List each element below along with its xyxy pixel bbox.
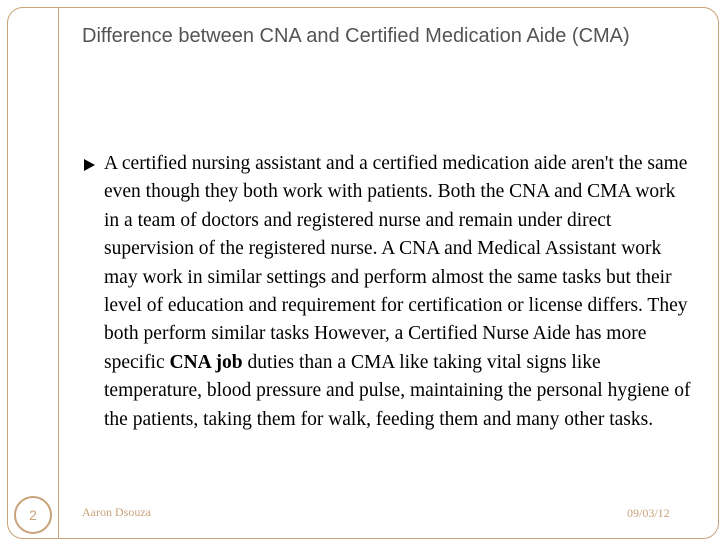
body-bold-text: CNA job	[169, 351, 243, 373]
bullet-list	[82, 150, 694, 434]
slide-number: 2	[29, 507, 37, 523]
body-text-before: A certified nursing assistant and a certified medication aide aren't the same even though they both work with patients. Both the CNA and CMA work in a team of doctors and registered nurse and remain under direct supervision of the registered nurse. A CNA and Medical Assistant work may work in similar settings and perform almost the same tasks but their level of education and requirement for certification or license differs. They both perform similar tasks However, a Certified Nurse Aide has more specific	[104, 153, 688, 373]
slide-title: Difference between CNA and Certified Medication Aide (CMA)	[82, 25, 630, 47]
body-text-after: duties than a CMA like taking vital signs like temperature, blood pressure and pulse, maintaining the personal hygiene of the patients, taking them for walk, feeding them and many other tasks.	[104, 351, 691, 430]
slide-number-badge	[14, 496, 52, 534]
footer-author: Aaron Dsouza	[82, 505, 151, 519]
triangle-bullet-icon	[84, 159, 95, 171]
footer-date: 09/03/12	[627, 506, 670, 520]
slide-divider-line	[58, 7, 59, 539]
bullet-item	[82, 150, 694, 434]
